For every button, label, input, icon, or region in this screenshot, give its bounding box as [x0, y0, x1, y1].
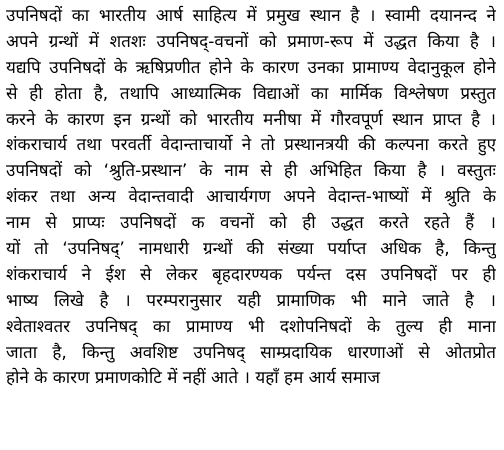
text-line-5: करने के कारण इन ग्रन्थों को भारतीय मनीषा में गौरवपूर्ण स्थान प्राप्त है ।: [6, 109, 496, 130]
text-line-9: नाम से प्राप्यः उपनिषदों क वचनों को ही उद्धत करते रहते हैं ।: [6, 213, 496, 234]
text-line-15: होने के कारण प्रमाणकोटि में नहीं आते । यहाँ हम आर्य समाज: [6, 368, 380, 389]
text-line-11: शंकराचार्य ने ईश से लेकर बृहदारण्यक पर्यन्त दस उपनिषदों पर ही: [6, 264, 496, 285]
text-line-7: उपनिषदों को ‘श्रुति-प्रस्थान’ के नाम से ही अभिहित किया है । वस्तुतः: [6, 161, 496, 182]
text-line-14: जाता है, किन्तु अवशिष्ट उपनिषद् साम्प्रदायिक धारणाओं से ओतप्रोत: [6, 342, 496, 363]
text-line-4: से ही होता है, तथापि आध्यात्मिक विद्याओं का मार्मिक विश्लेषण प्रस्तुत: [6, 83, 496, 104]
text-line-13: श्वेताश्वतर उपनिषद् का प्रामाण्य भी दशोपनिषदों के तुल्य ही माना: [6, 316, 496, 337]
text-line-12: भाष्य लिखे है । परम्परानुसार यही प्रामाणिक भी माने जाते है ।: [6, 290, 496, 311]
text-line-10: यों तो ‘उपनिषद्’ नामधारी ग्रन्थों की संख्या पर्याप्त अधिक है, किन्तु: [6, 239, 496, 260]
text-line-2: अपने ग्रन्थों में शतशः उपनिषद्-वचनों को प्रमाण-रूप में उद्धत किया है ।: [6, 31, 496, 52]
text-line-1: उपनिषदों का भारतीय आर्ष साहित्य में प्रमुख स्थान है । स्वामी दयानन्द ने: [6, 6, 496, 26]
text-line-3: यद्यपि उपनिषदों के ऋषिप्रणीत होने के कारण उनका प्रामाण्य वेदानुकूल होने: [6, 57, 496, 78]
text-line-6: शंकराचार्य तथा परवर्ती वेदान्ताचार्यो ने तो प्रस्थानत्रयी की कल्पना करते हुए: [6, 135, 496, 156]
text-line-8: शंकर तथा अन्य वेदान्तवादी आचार्यगण अपने वेदान्त-भाष्यों में श्रुति के: [6, 187, 496, 208]
